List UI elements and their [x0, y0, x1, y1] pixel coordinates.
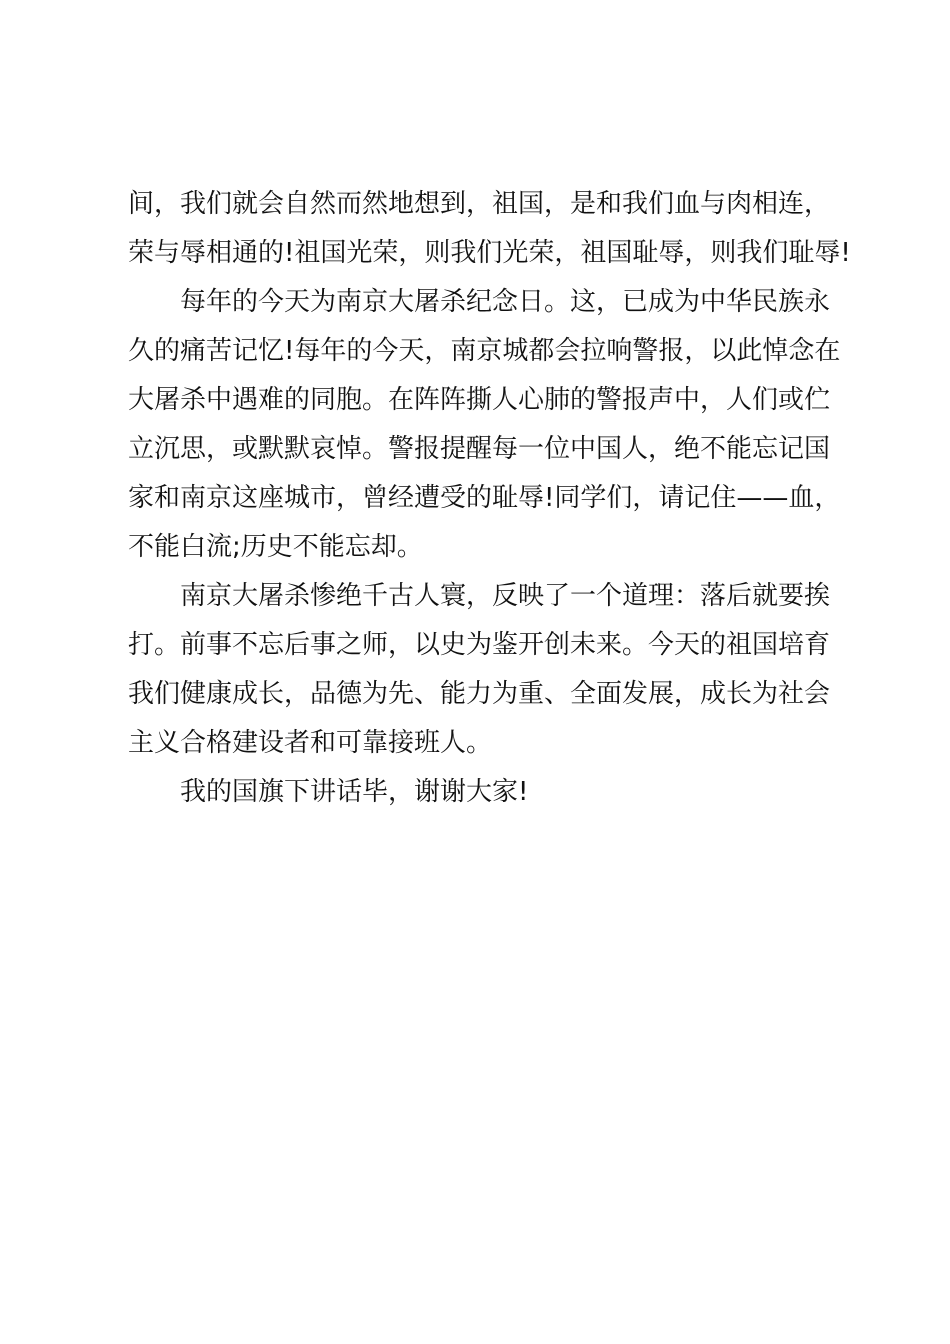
- text-line: 主义合格建设者和可靠接班人。: [128, 728, 493, 758]
- text-line: 每年的今天为南京大屠杀纪念日。这，已成为中华民族永: [180, 287, 831, 317]
- paragraph-continuation: [128, 180, 851, 278]
- speech-body: [128, 180, 851, 817]
- text-line: 南京大屠杀惨绝千古人寰，反映了一个道理：落后就要挨: [180, 581, 831, 611]
- text-line: 我们健康成长，品德为先、能力为重、全面发展，成长为社会: [128, 679, 831, 709]
- text-line: 立沉思，或默默哀悼。警报提醒每一位中国人，绝不能忘记国: [128, 434, 831, 464]
- text-line: 家和南京这座城市，曾经遭受的耻辱!同学们，请记住——血，: [128, 483, 841, 513]
- text-line: 久的痛苦记忆!每年的今天，南京城都会拉响警报，以此悼念在: [128, 336, 841, 366]
- text-line: 间，我们就会自然而然地想到，祖国，是和我们血与肉相连，: [128, 189, 831, 219]
- text-line: 我的国旗下讲话毕，谢谢大家!: [180, 777, 529, 807]
- text-line: 大屠杀中遇难的同胞。在阵阵撕人心肺的警报声中，人们或伫: [128, 385, 831, 415]
- paragraph-closing: [128, 768, 848, 817]
- text-line: 不能白流;历史不能忘却。: [128, 532, 423, 562]
- paragraph-memorial-day: [128, 278, 848, 572]
- text-line: 打。前事不忘后事之师，以史为鉴开创未来。今天的祖国培育: [128, 630, 831, 660]
- text-line: 荣与辱相通的!祖国光荣，则我们光荣，祖国耻辱，则我们耻辱!: [128, 238, 851, 268]
- paragraph-lesson: [128, 572, 848, 768]
